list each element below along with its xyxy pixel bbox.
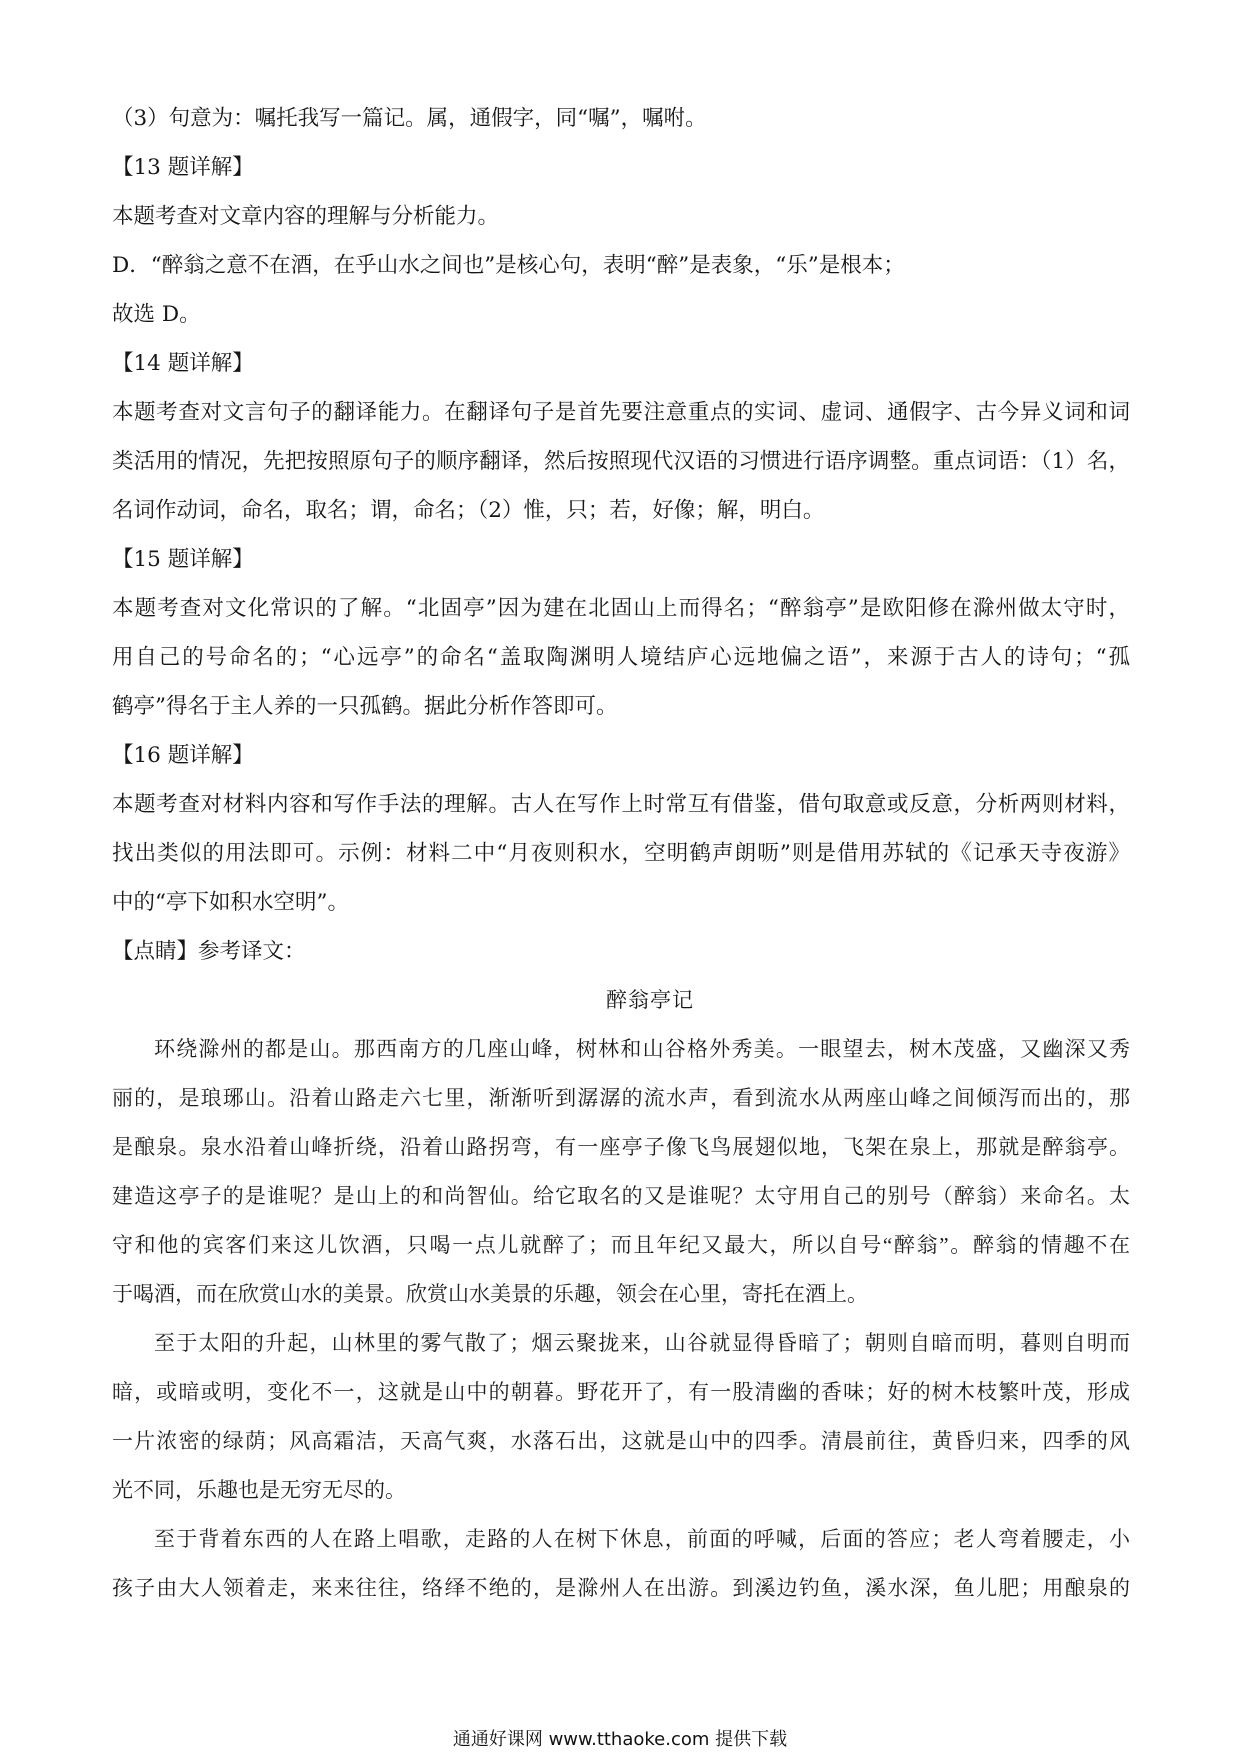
reference-translation: [112, 976, 1130, 1613]
translation-title: 醉翁亭记: [606, 988, 694, 1012]
section-text-line: 本题考查对材料内容和写作手法的理解。古人在写作上时常互有借鉴，借句取意或反意，分析两则材料，: [112, 792, 1130, 817]
section-text-line: 找出类似的用法即可。示例：材料二中“月夜则积水，空明鹤声朗呖”则是借用苏轼的《记承天寺夜游》: [112, 841, 1130, 866]
note-line: （3）句意为：嘱托我写一篇记。属，通假字，同“嘱”，嘱咐。: [112, 106, 707, 131]
section-heading: 【15 题详解】: [112, 547, 254, 572]
q16-explanation: [112, 731, 1130, 927]
page-footer: 通通好课网 www.tthaoke.com 提供下载: [452, 1729, 788, 1750]
translation-line: 建造这亭子的是谁呢？是山上的和尚智仙。给它取名的又是谁呢？太守用自己的别号（醉翁）来命名。太: [112, 1184, 1130, 1208]
translation-line: 环绕滁州的都是山。那西南方的几座山峰，树林和山谷格外秀美。一眼望去，树木茂盛，又幽深又秀: [154, 1037, 1130, 1061]
dianjing-label: 【点睛】参考译文：: [112, 939, 306, 964]
section-text-line: D．“醉翁之意不在酒，在乎山水之间也”是核心句，表明“醉”是表象，“乐”是根本；: [112, 253, 905, 278]
translation-paragraph: [112, 1515, 1130, 1613]
page-content: [112, 94, 1130, 1613]
translation-line: 一片浓密的绿荫；风高霜洁，天高气爽，水落石出，这就是山中的四季。清晨前往，黄昏归来，四季的风: [112, 1429, 1130, 1453]
q15-explanation: [112, 535, 1130, 731]
section-text-line: 本题考查对文言句子的翻译能力。在翻译句子是首先要注意重点的实词、虚词、通假字、古今异义词和词: [112, 400, 1130, 425]
translation-line: 至于背着东西的人在路上唱歌，走路的人在树下休息，前面的呼喊，后面的答应；老人弯着腰走，小: [154, 1527, 1130, 1551]
section-heading: 【14 题详解】: [112, 351, 254, 376]
section-text-line: 本题考查对文章内容的理解与分析能力。: [112, 204, 500, 229]
translation-line: 于喝酒，而在欣赏山水的美景。欣赏山水美景的乐趣，领会在心里，寄托在酒上。: [112, 1282, 868, 1306]
section-heading: 【13 题详解】: [112, 155, 254, 180]
section-text-line: 故选 D。: [112, 302, 201, 327]
section-text-line: 名词作动词，命名，取名；谓，命名；（2）惟，只；若，好像；解，明白。: [112, 498, 825, 523]
translation-line: 暗，或暗或明，变化不一，这就是山中的朝暮。野花开了，有一股清幽的香味；好的树木枝繁叶茂，形成: [112, 1380, 1130, 1404]
translation-line: 孩子由大人领着走，来来往往，络绎不绝的，是滁州人在出游。到溪边钓鱼，溪水深，鱼儿肥；用酿泉的: [112, 1576, 1130, 1600]
q14-explanation: [112, 339, 1130, 535]
section-text-line: 用自己的号命名的；“心远亭”的命名“盖取陶渊明人境结庐心远地偏之语”，来源于古人的诗句；“孤: [112, 645, 1130, 670]
section-heading: 【16 题详解】: [112, 743, 254, 768]
translation-line: 光不同，乐趣也是无穷无尽的。: [112, 1478, 406, 1502]
translation-paragraph: [112, 1319, 1130, 1515]
section-text-line: 类活用的情况，先把按照原句子的顺序翻译，然后按照现代汉语的习惯进行语序调整。重点词语：（1）名，: [112, 449, 1130, 474]
q13-explanation: [112, 143, 1130, 339]
translation-line: 是酿泉。泉水沿着山峰折绕，沿着山路拐弯，有一座亭子像飞鸟展翅似地，飞架在泉上，那就是醉翁亭。: [112, 1135, 1130, 1159]
section-text-line: 中的“亭下如积水空明”。: [112, 890, 349, 915]
section-text-line: 鹤亭”得名于主人养的一只孤鹤。据此分析作答即可。: [112, 694, 618, 719]
translation-paragraph: [112, 1025, 1130, 1319]
translation-line: 至于太阳的升起，山林里的雾气散了；烟云聚拢来，山谷就显得昏暗了；朝则自暗而明，暮则自明而: [154, 1331, 1130, 1355]
section-text-line: 本题考查对文化常识的了解。“北固亭”因为建在北固山上而得名；“醉翁亭”是欧阳修在滁州做太守时，: [112, 596, 1130, 621]
translation-line: 守和他的宾客们来这儿饮酒，只喝一点儿就醉了；而且年纪又最大，所以自号“醉翁”。醉翁的情趣不在: [112, 1233, 1130, 1257]
translation-line: 丽的，是琅琊山。沿着山路走六七里，渐渐听到潺潺的流水声，看到流水从两座山峰之间倾泻而出的，那: [112, 1086, 1130, 1110]
